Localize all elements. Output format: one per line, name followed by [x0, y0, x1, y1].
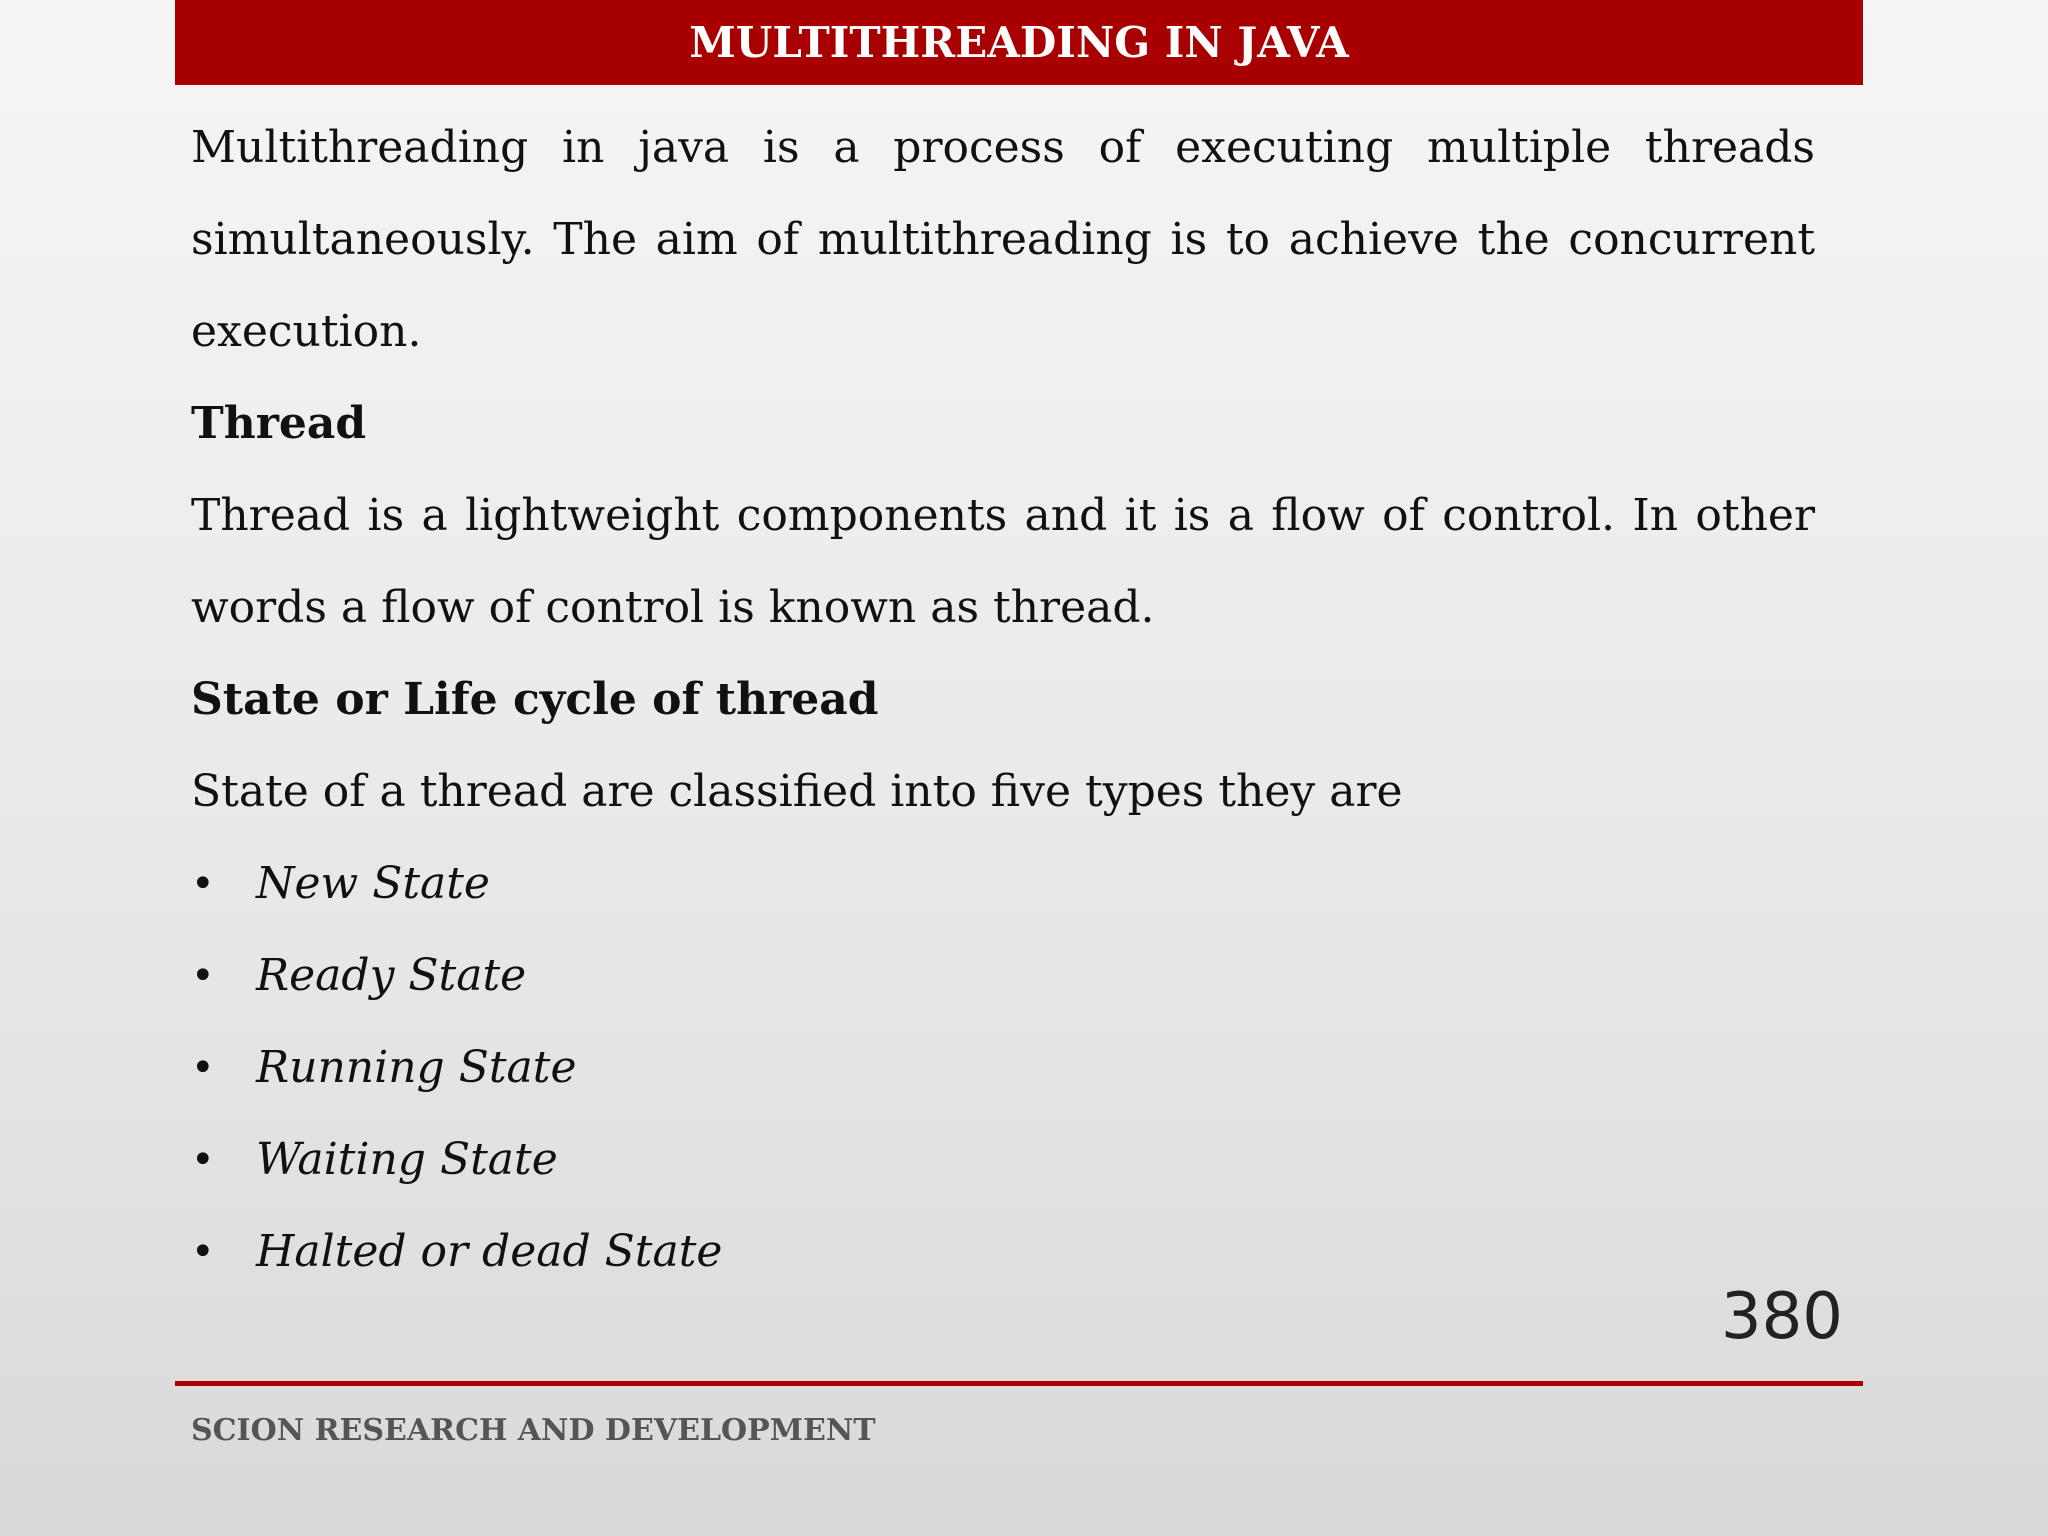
- lifecycle-intro: State of a thread are classified into five types they are: [191, 766, 1403, 817]
- title-bar: [175, 0, 1863, 85]
- bullet-icon: •: [191, 953, 215, 999]
- bullet-icon: •: [191, 1045, 215, 1091]
- state-list: [191, 838, 1815, 1298]
- state-label: Ready State: [256, 950, 527, 1001]
- slide-title: MULTITHREADING IN JAVA: [689, 18, 1349, 67]
- bullet-icon: •: [191, 861, 215, 907]
- bullet-icon: •: [191, 1137, 215, 1183]
- footer-divider: [175, 1381, 1863, 1386]
- bullet-icon: •: [191, 1229, 215, 1275]
- lifecycle-heading: State or Life cycle of thread: [191, 674, 879, 725]
- thread-heading: Thread: [191, 398, 367, 449]
- list-item: [191, 1206, 1815, 1298]
- thread-paragraph: Thread is a lightweight components and it is a flow of control. In other words a flow of control is known as thread.: [191, 490, 1815, 633]
- state-label: Waiting State: [256, 1134, 558, 1185]
- slide-content: [191, 102, 1815, 1298]
- list-item: [191, 1114, 1815, 1206]
- footer-organization: SCION RESEARCH AND DEVELOPMENT: [191, 1413, 876, 1448]
- intro-paragraph: Multithreading in java is a process of executing multiple threads simultaneously. The aim of multithreading is to achieve the concurrent execution.: [191, 122, 1815, 357]
- list-item: [191, 930, 1815, 1022]
- state-label: New State: [256, 858, 490, 909]
- list-item: [191, 1022, 1815, 1114]
- page-number: 380: [1720, 1280, 1843, 1354]
- state-label: Halted or dead State: [256, 1226, 723, 1277]
- state-label: Running State: [256, 1042, 577, 1093]
- list-item: [191, 838, 1815, 930]
